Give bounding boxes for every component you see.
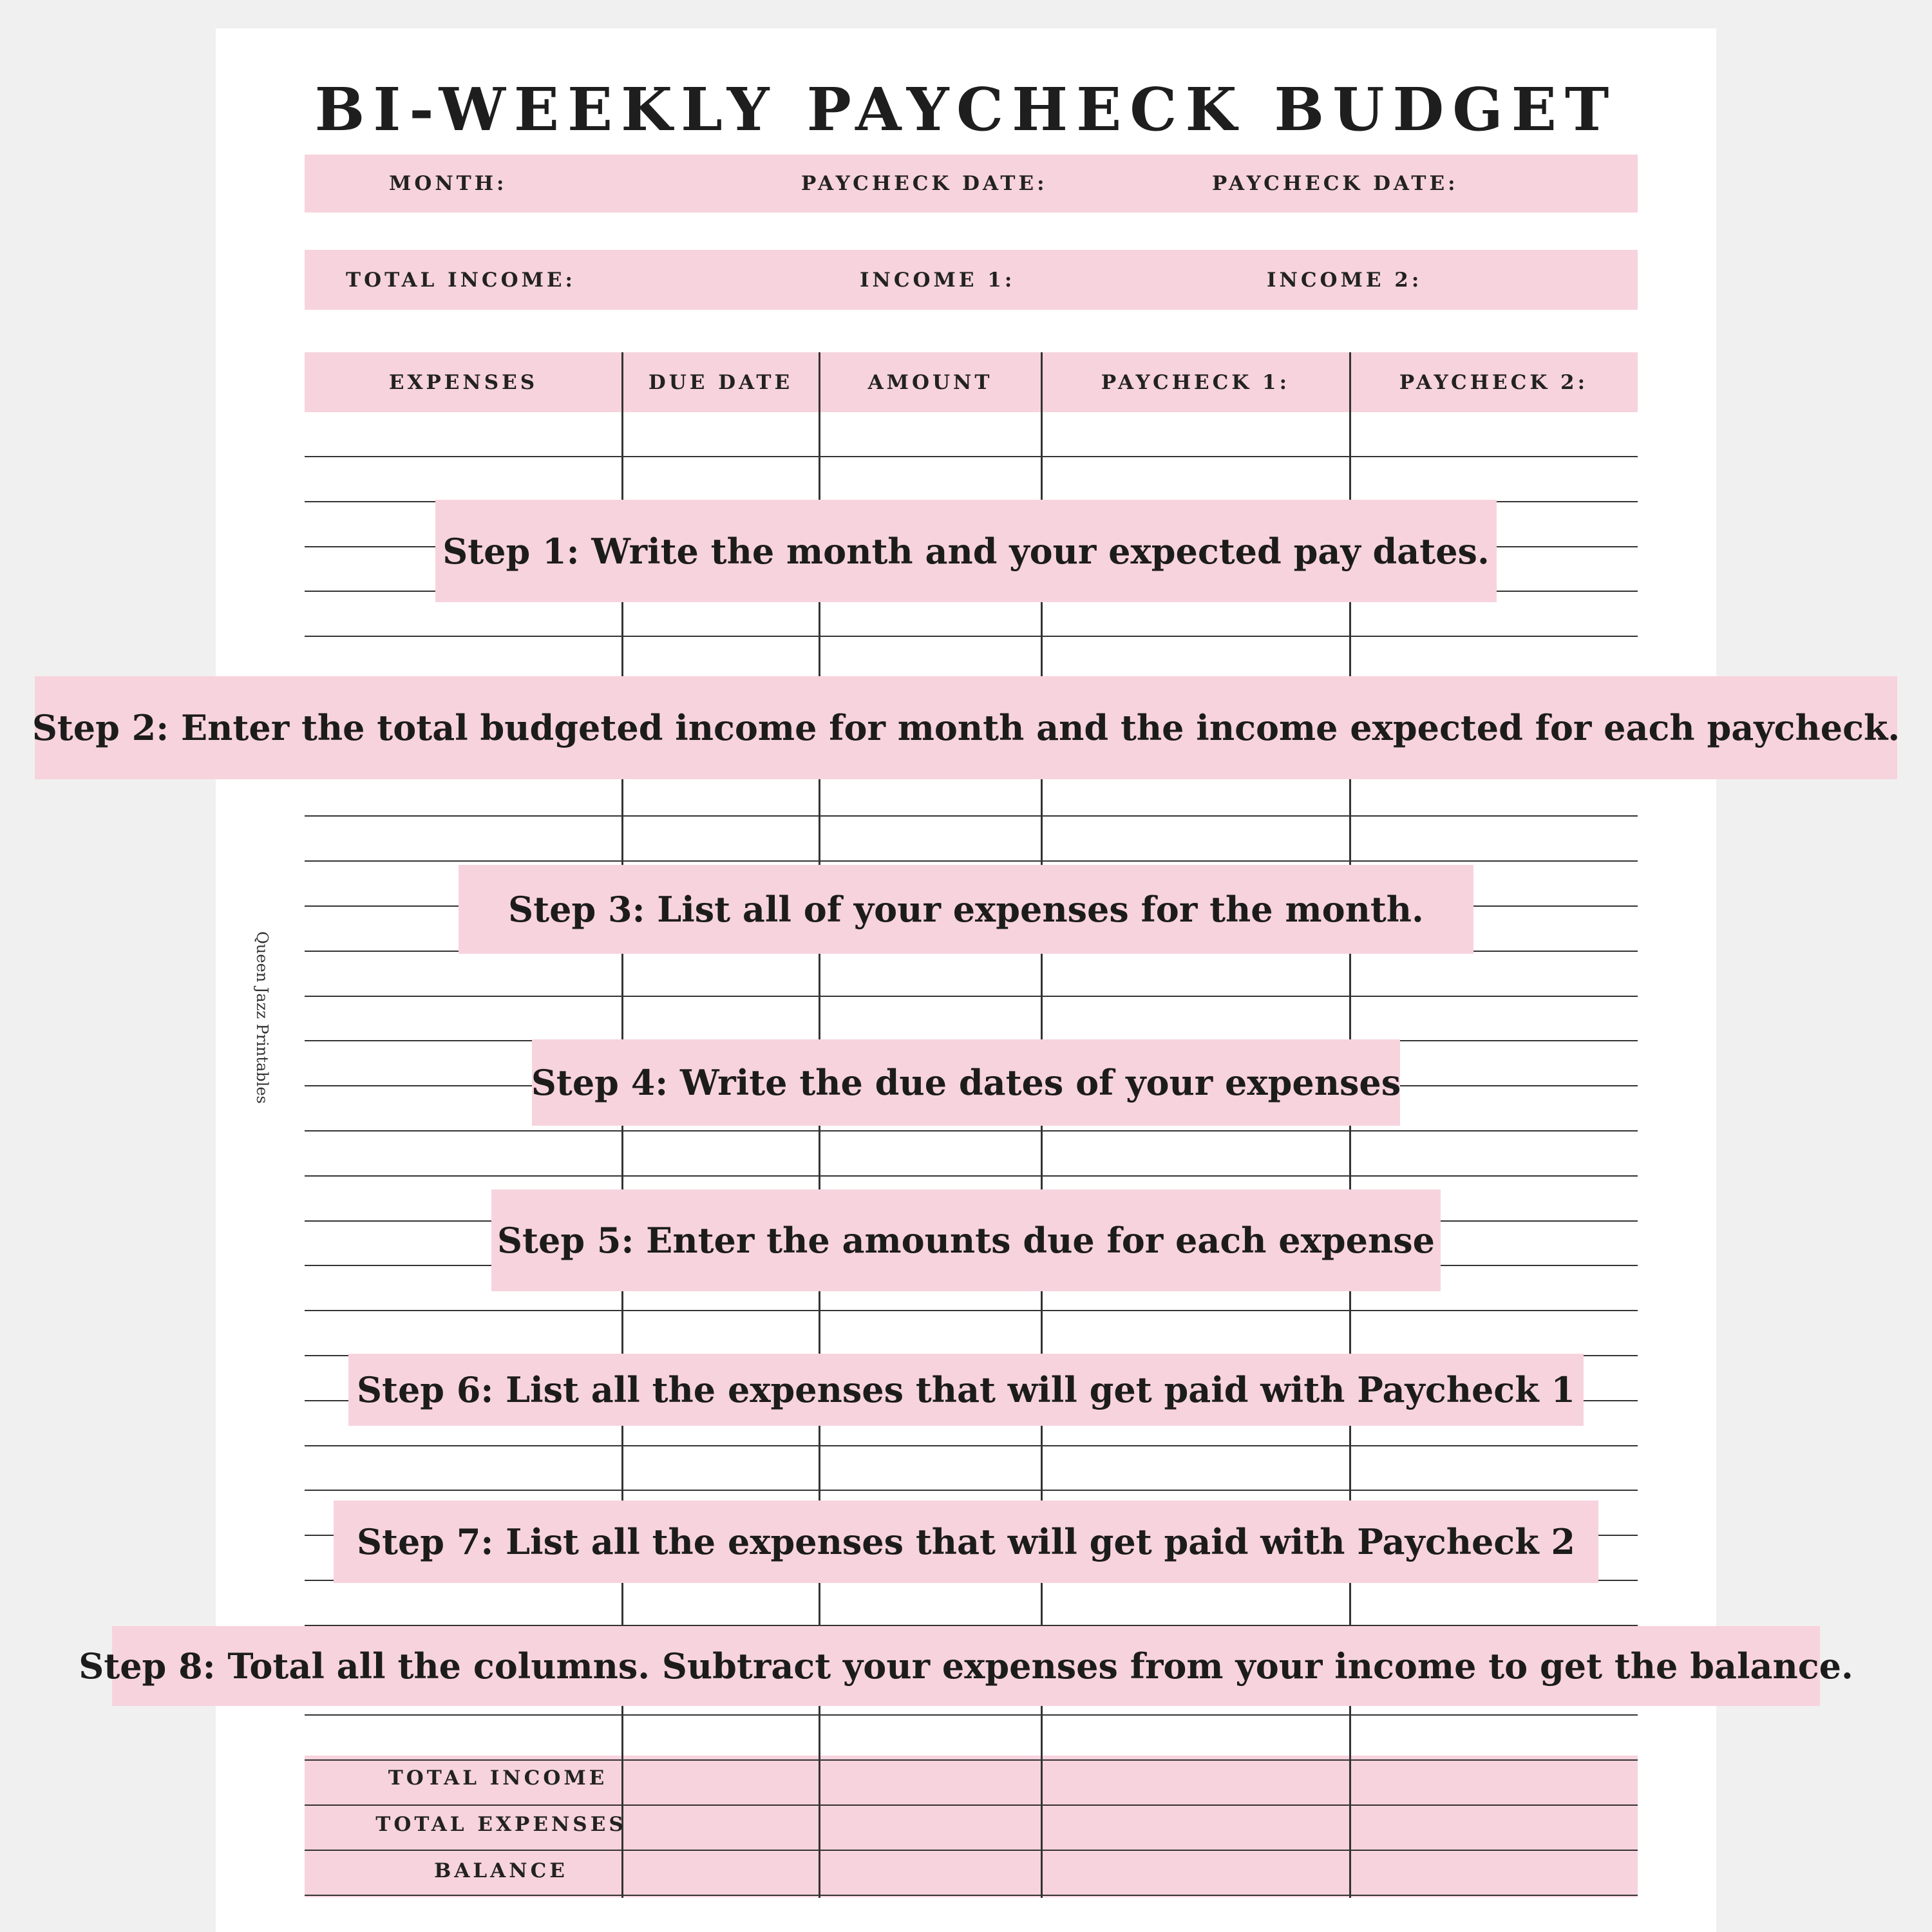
ledger-line xyxy=(305,456,1638,457)
ledger-line xyxy=(305,1895,1638,1896)
step-1-callout: Step 1: Write the month and your expected pay dates. xyxy=(435,500,1497,602)
ledger-line xyxy=(305,860,1638,862)
header-amount: AMOUNT xyxy=(867,370,993,394)
summary-total-income: TOTAL INCOME xyxy=(388,1766,608,1790)
ledger-line xyxy=(305,815,1638,817)
step-5-callout: Step 5: Enter the amounts due for each expense xyxy=(491,1189,1441,1291)
header-expenses: EXPENSES xyxy=(388,370,538,394)
ledger-line xyxy=(305,1445,1638,1446)
paycheck-date-1-label: PAYCHECK DATE: xyxy=(801,172,1048,195)
ledger-line xyxy=(305,996,1638,997)
paycheck-date-2-label: PAYCHECK DATE: xyxy=(1212,172,1459,195)
step-8-callout: Step 8: Total all the columns. Subtract your expenses from your income to get the balance. xyxy=(112,1626,1820,1706)
month-label: MONTH: xyxy=(389,172,507,195)
income-1-label: INCOME 1: xyxy=(860,269,1016,292)
step-2-callout: Step 2: Enter the total budgeted income for month and the income expected for each paycheck. xyxy=(35,676,1897,779)
step-6-callout: Step 6: List all the expenses that will get paid with Paycheck 1 xyxy=(348,1354,1584,1426)
step-7-callout: Step 7: List all the expenses that will get paid with Paycheck 2 xyxy=(334,1501,1598,1583)
total-income-label: TOTAL INCOME: xyxy=(346,269,576,292)
header-paycheck-2: PAYCHECK 2: xyxy=(1399,370,1589,394)
income-2-label: INCOME 2: xyxy=(1267,269,1423,292)
step-3-callout: Step 3: List all of your expenses for the month. xyxy=(459,865,1473,954)
summary-total-expenses: TOTAL EXPENSES xyxy=(375,1813,627,1836)
page-title: BI-WEEKLY PAYCHECK BUDGET xyxy=(314,75,1618,144)
header-due-date: DUE DATE xyxy=(648,370,793,394)
header-paycheck-1: PAYCHECK 1: xyxy=(1101,370,1291,394)
ledger-line xyxy=(305,1310,1638,1311)
ledger-line xyxy=(305,1714,1638,1716)
ledger-line xyxy=(305,1490,1638,1491)
ledger-line xyxy=(305,636,1638,637)
summary-balance: BALANCE xyxy=(434,1859,568,1882)
brand-watermark: Queen Jazz Printables xyxy=(253,931,271,1104)
step-4-callout: Step 4: Write the due dates of your expenses xyxy=(532,1039,1400,1126)
ledger-line xyxy=(305,1175,1638,1177)
ledger-line xyxy=(305,1130,1638,1132)
